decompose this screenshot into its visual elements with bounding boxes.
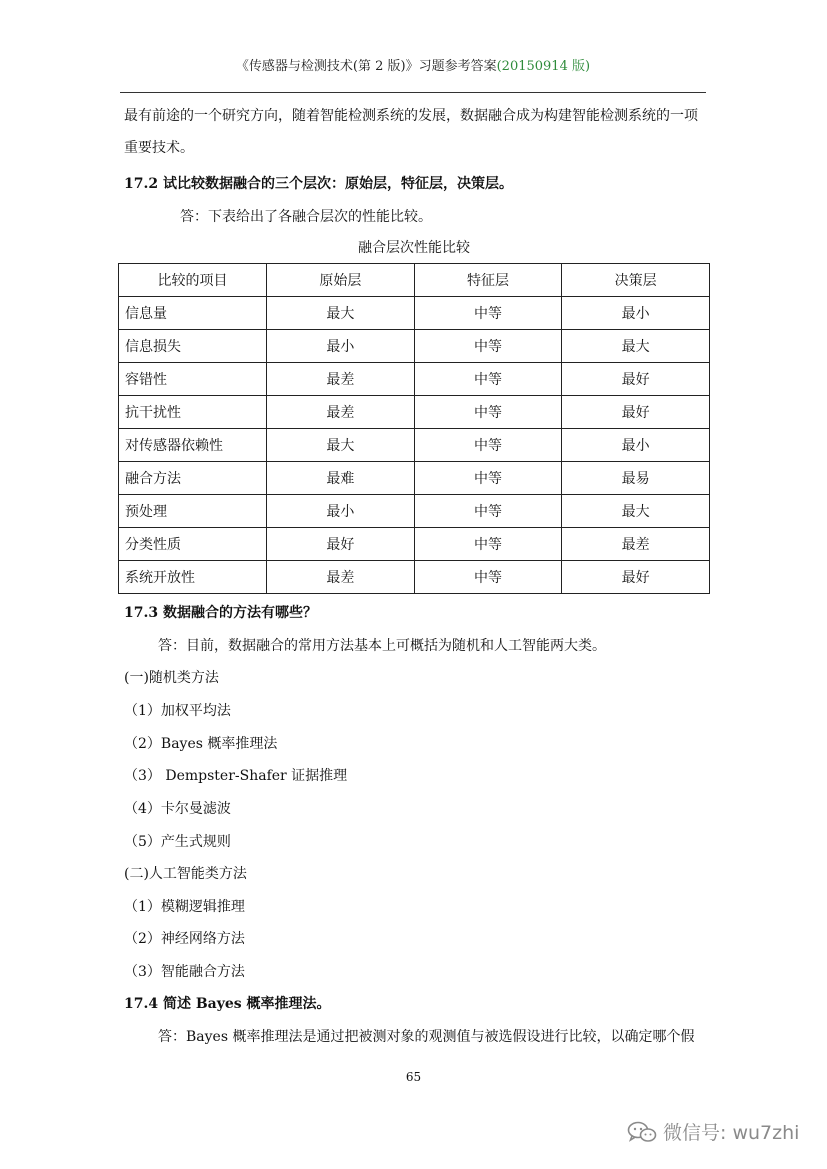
table-cell: 中等: [414, 396, 562, 429]
table-cell: 最差: [267, 363, 415, 396]
table-cell: 中等: [414, 363, 562, 396]
method-list-item: （5）产生式规则: [124, 834, 231, 850]
table-header-cell: 特征层: [414, 264, 562, 297]
table-cell: 最差: [267, 396, 415, 429]
header-rule: [120, 92, 706, 93]
running-header: [120, 55, 706, 74]
method-list-item: （4）卡尔曼滤波: [124, 801, 231, 817]
table-cell: 最易: [562, 462, 710, 495]
table-cell: 中等: [414, 495, 562, 528]
method-list-item: （3） Dempster-Shafer 证据推理: [124, 768, 348, 784]
table-cell: 中等: [414, 462, 562, 495]
table-cell: 最大: [267, 297, 415, 330]
table-cell: 最大: [267, 429, 415, 462]
page-number: 65: [405, 1070, 422, 1084]
table-header-cell: 比较的项目: [119, 264, 267, 297]
table-cell: 信息量: [119, 297, 267, 330]
table-row: [119, 495, 710, 528]
table-cell: 最差: [267, 561, 415, 594]
wechat-icon: [627, 1120, 657, 1144]
question-17-2-heading: 17.2 试比较数据融合的三个层次：原始层，特征层，决策层。: [124, 176, 513, 192]
table-cell: 容错性: [119, 363, 267, 396]
table-cell: 最小: [267, 330, 415, 363]
table-caption: 融合层次性能比较: [358, 240, 470, 256]
table-row: [119, 462, 710, 495]
table-cell: 中等: [414, 528, 562, 561]
table-row: [119, 528, 710, 561]
table-cell: 信息损失: [119, 330, 267, 363]
table-cell: 中等: [414, 429, 562, 462]
question-17-4-heading: 17.4 简述 Bayes 概率推理法。: [124, 996, 331, 1012]
random-methods-title: (一)随机类方法: [124, 670, 219, 686]
question-17-4-answer: 答：Bayes 概率推理法是通过把被测对象的观测值与被选假设进行比较，以确定哪个假: [158, 1029, 695, 1045]
table-cell: 系统开放性: [119, 561, 267, 594]
table-cell: 中等: [414, 330, 562, 363]
table-cell: 最大: [562, 330, 710, 363]
wechat-watermark: [627, 1118, 799, 1145]
table-cell: 最小: [562, 297, 710, 330]
table-cell: 最小: [267, 495, 415, 528]
question-17-3-answer: 答：目前，数据融合的常用方法基本上可概括为随机和人工智能两大类。: [158, 638, 606, 654]
table-cell: 最差: [562, 528, 710, 561]
table-cell: 抗干扰性: [119, 396, 267, 429]
question-17-3-heading: 17.3 数据融合的方法有哪些？: [124, 605, 317, 621]
table-cell: 最好: [267, 528, 415, 561]
intro-paragraph: 最有前途的一个研究方向，随着智能检测系统的发展，数据融合成为构建智能检测系统的一项重要技术。: [124, 108, 698, 156]
table-cell: 最难: [267, 462, 415, 495]
table-header-row: [119, 264, 710, 297]
table-row: [119, 330, 710, 363]
table-row: [119, 297, 710, 330]
method-list-item: （3）智能融合方法: [124, 964, 245, 980]
ai-methods-title: (二)人工智能类方法: [124, 866, 247, 882]
table-row: [119, 363, 710, 396]
table-cell: 融合方法: [119, 462, 267, 495]
table-cell: 最好: [562, 561, 710, 594]
table-row: [119, 429, 710, 462]
table-cell: 预处理: [119, 495, 267, 528]
table-cell: 分类性质: [119, 528, 267, 561]
method-list-item: （2）Bayes 概率推理法: [124, 736, 278, 752]
table-cell: 最小: [562, 429, 710, 462]
fusion-level-table: [118, 263, 710, 594]
table-cell: 中等: [414, 561, 562, 594]
header-title: 《传感器与检测技术(第 2 版)》习题参考答案: [235, 59, 497, 74]
table-cell: 最好: [562, 396, 710, 429]
watermark-text: 微信号: wu7zhi: [663, 1122, 800, 1144]
table-cell: 最好: [562, 363, 710, 396]
table-cell: 中等: [414, 297, 562, 330]
question-17-2-answer: 答：下表给出了各融合层次的性能比较。: [180, 209, 432, 225]
method-list-item: （1）模糊逻辑推理: [124, 899, 245, 915]
table-row: [119, 396, 710, 429]
table-cell: 对传感器依赖性: [119, 429, 267, 462]
table-header-cell: 原始层: [267, 264, 415, 297]
table-row: [119, 561, 710, 594]
method-list-item: （1）加权平均法: [124, 703, 231, 719]
header-version: (20150914 版): [496, 59, 591, 74]
table-cell: 最大: [562, 495, 710, 528]
method-list-item: （2）神经网络方法: [124, 931, 245, 947]
table-header-cell: 决策层: [562, 264, 710, 297]
